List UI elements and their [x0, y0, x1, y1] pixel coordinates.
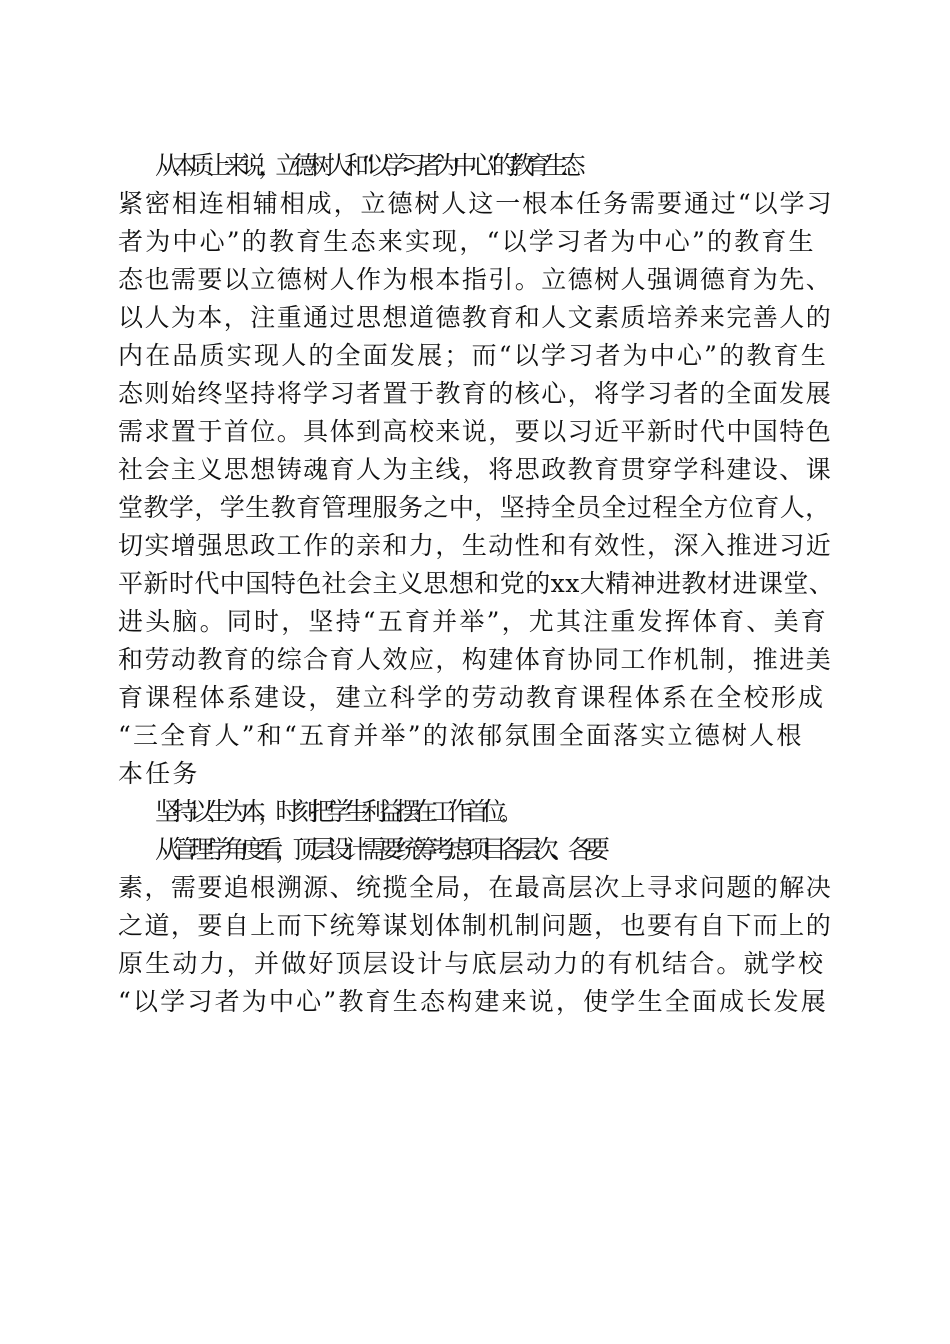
- text-line: 内在品质实现人的全面发展；而“以学习者为中心”的教育生: [118, 341, 828, 370]
- text-line: 育课程体系建设，建立科学的劳动教育课程体系在全校形成: [118, 683, 826, 712]
- text-line: 和劳动教育的综合育人效应，构建体育协同工作机制，推进美: [118, 645, 833, 674]
- text-line: 堂教学，学生教育管理服务之中，坚持全员全过程全方位育人，: [118, 493, 831, 522]
- text-line: 坚持以生为本，时刻把学生利益摆在工作首位。: [155, 797, 517, 826]
- text-line: 平新时代中国特色社会主义思想和党的xx大精神进教材进课堂、: [118, 569, 835, 598]
- text-line: “以学习者为中心”教育生态构建来说，使学生全面成长发展: [118, 987, 828, 1016]
- text-line: 原生动力，并做好顶层设计与底层动力的有机结合。就学校: [118, 949, 826, 978]
- text-line: 从管理学角度看，顶层设计需要统筹考虑项目各层次、各要: [155, 835, 603, 864]
- text-line: 社会主义思想铸魂育人为主线，将思政教育贯穿学科建设、课: [118, 455, 833, 484]
- text-line: 紧密相连相辅相成，立德树人这一根本任务需要通过“以学习: [118, 189, 834, 218]
- text-line: 者为中心”的教育生态来实现，“以学习者为中心”的教育生: [118, 227, 816, 256]
- text-line: 进头脑。同时，坚持“五育并举”，尤其注重发挥体育、美育: [118, 607, 828, 636]
- text-line: 态则始终坚持将学习者置于教育的核心，将学习者的全面发展: [118, 379, 833, 408]
- text-line: 从本质上来说，立德树人和“以学习者为中心”的教育生态: [155, 151, 578, 180]
- text-line: 切实增强思政工作的亲和力，生动性和有效性，深入推进习近: [118, 531, 833, 560]
- text-line: 以人为本，注重通过思想道德教育和人文素质培养来完善人的: [118, 303, 833, 332]
- text-line: 素，需要追根溯源、统揽全局，在最高层次上寻求问题的解决: [118, 873, 833, 902]
- text-line: 需求置于首位。具体到高校来说，要以习近平新时代中国特色: [118, 417, 833, 446]
- text-line: “三全育人”和“五育并举”的浓郁氛围全面落实立德树人根: [118, 721, 804, 750]
- text-line: 本任务: [118, 759, 200, 788]
- text-line: 态也需要以立德树人作为根本指引。立德树人强调德育为先、: [118, 265, 833, 294]
- text-line: 之道，要自上而下统筹谋划体制机制问题，也要有自下而上的: [118, 911, 833, 940]
